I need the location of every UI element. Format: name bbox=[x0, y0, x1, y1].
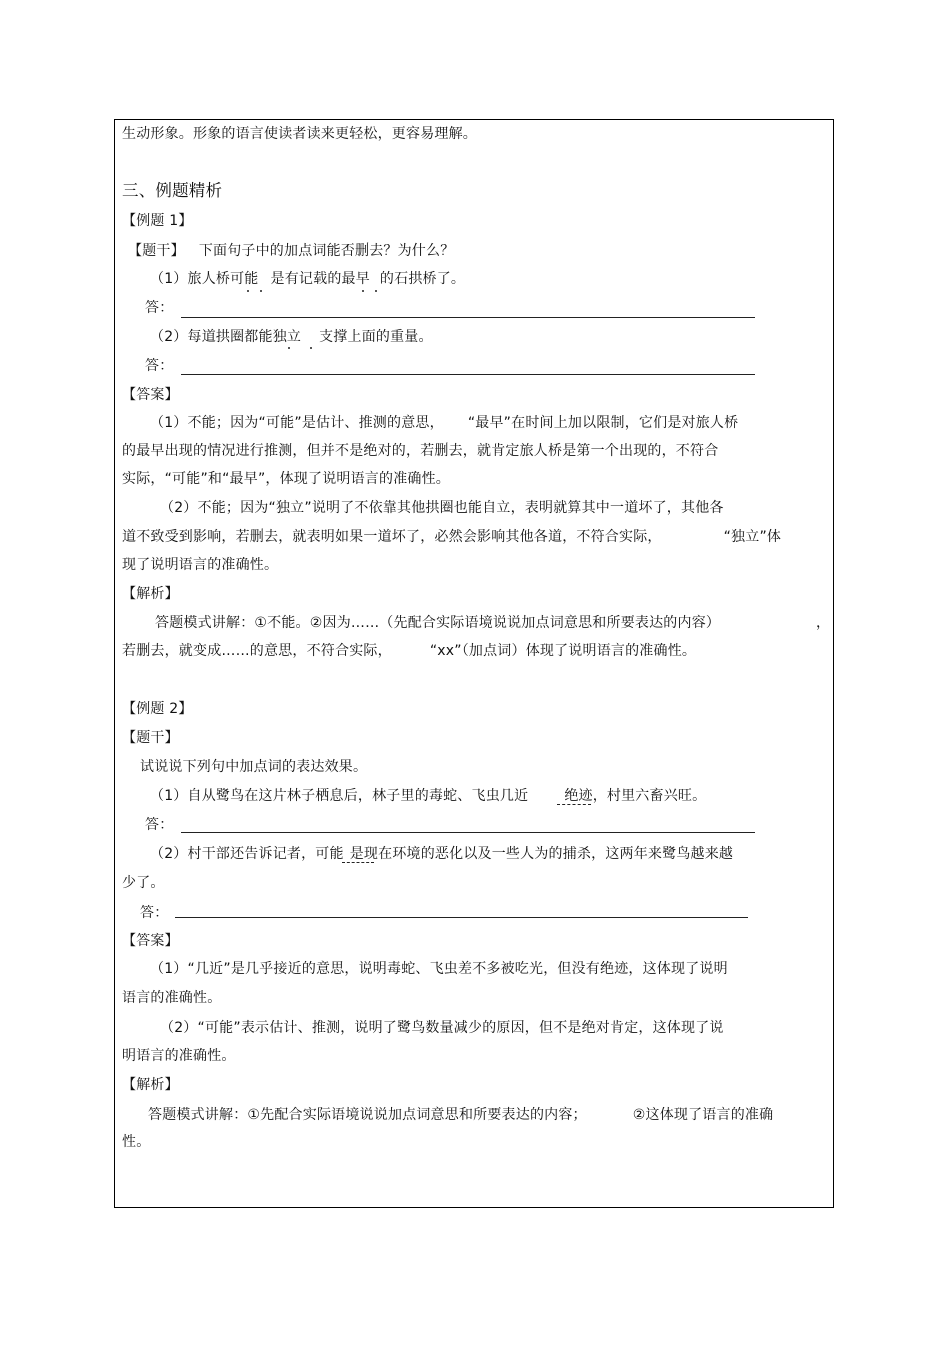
example-2-stem-text: 试说说下列句中加点词的表达效果。 bbox=[140, 759, 368, 775]
example-2-answer-1-line-2: 语言的准确性。 bbox=[122, 990, 222, 1006]
q2-part-a: （2）村干部还告诉记者，可能 bbox=[150, 846, 344, 862]
example-2-question-2-line-2: 少了。 bbox=[122, 875, 165, 891]
example-2-question-2 bbox=[150, 845, 733, 863]
example-1-analysis-label: 【解析】 bbox=[122, 586, 179, 602]
text-span: （1）不能；因为“可能”是估计、推测的意思， bbox=[150, 415, 444, 431]
example-2-analysis-line-2: 性。 bbox=[122, 1134, 151, 1150]
intro-line: 生动形象。形象的语言使读者读来更轻松，更容易理解。 bbox=[122, 126, 477, 142]
example-2-answer-2-line-1: （2）“可能”表示估计、推测，说明了鹭鸟数量减少的原因，但不是绝对肯定，这体现了说 bbox=[160, 1020, 724, 1036]
example-2-answer-2-line-2: 明语言的准确性。 bbox=[122, 1048, 236, 1064]
emphasis-dot bbox=[247, 290, 249, 292]
example-1-answer-2-line-3: 现了说明语言的准确性。 bbox=[122, 557, 279, 573]
q1-part-a: （1）自从鹭鸟在这片林子栖息后，林子里的毒蛇、飞虫几近 bbox=[150, 788, 529, 804]
emphasis-dot bbox=[375, 290, 377, 292]
example-2-label: 【例题 2】 bbox=[122, 701, 193, 717]
example-1-answer-1-line-2: 的最早出现的情况进行推测，但并不是绝对的，若删去，就肯定旅人桥是第一个出现的，不符合 bbox=[122, 443, 719, 459]
stem-label: 【题干】 bbox=[128, 243, 185, 259]
example-1-label: 【例题 1】 bbox=[122, 213, 193, 229]
text-span: “独立”体 bbox=[723, 529, 782, 545]
text-span: 若删去，就变成……的意思，不符合实际， bbox=[122, 643, 392, 659]
answer-line-1[interactable] bbox=[181, 317, 755, 318]
emphasis-underline bbox=[342, 862, 374, 863]
emphasis-dot bbox=[310, 347, 312, 349]
q2-part-b: 是现在环境的恶化以及一些人为的捕杀，这两年来鹭鸟越来越 bbox=[349, 846, 734, 862]
emphasis-dot bbox=[362, 290, 364, 292]
q1-part-b: 绝迹，村里六畜兴旺。 bbox=[564, 788, 707, 804]
example-1-answer-2-line-2 bbox=[122, 528, 781, 546]
answer-prompt-3: 答： bbox=[145, 817, 174, 833]
example-2-stem-label: 【题干】 bbox=[122, 730, 179, 746]
q2-part-a: （2）每道拱圈都能独立 bbox=[150, 329, 302, 345]
answer-line-4[interactable] bbox=[175, 917, 748, 918]
emphasis-dot bbox=[288, 347, 290, 349]
stem-text: 下面句子中的加点词能否删去？为什么？ bbox=[198, 243, 455, 259]
example-1-analysis-line-2 bbox=[122, 642, 696, 660]
example-2-analysis-line-1 bbox=[148, 1106, 773, 1124]
text-span: 道不致受到影响，若删去，就表明如果一道坏了，必然会影响其他各道，不符合实际， bbox=[122, 529, 662, 545]
example-1-analysis-line-1: 答题模式讲解：①不能。②因为……（先配合实际语境说说加点词意思和所要表达的内容） bbox=[155, 615, 721, 631]
q1-part-a: （1）旅人桥可能 bbox=[150, 271, 259, 287]
example-2-question-1 bbox=[150, 787, 706, 805]
answer-prompt-1: 答： bbox=[145, 300, 174, 316]
answer-prompt-4: 答： bbox=[140, 905, 169, 921]
example-2-answer-1-line-1: （1）“几近”是几乎接近的意思，说明毒蛇、飞虫差不多被吃光，但没有绝迹，这体现了说明 bbox=[150, 961, 728, 977]
example-1-stem bbox=[128, 242, 454, 260]
q2-part-b: 支撑上面的重量。 bbox=[319, 329, 433, 345]
text-span: “xx”（加点词）体现了说明语言的准确性。 bbox=[429, 643, 697, 659]
text-span: 答题模式讲解：①先配合实际语境说说加点词意思和所要表达的内容； bbox=[148, 1107, 587, 1123]
example-2-answer-label: 【答案】 bbox=[122, 933, 179, 949]
section-title: 三、例题精析 bbox=[122, 181, 223, 200]
example-1-question-2 bbox=[150, 328, 433, 346]
example-1-question-1 bbox=[150, 270, 465, 288]
text-span: ②这体现了语言的准确 bbox=[632, 1107, 774, 1123]
q1-part-c: 的石拱桥了。 bbox=[379, 271, 466, 287]
answer-prompt-2: 答： bbox=[145, 358, 174, 374]
answer-line-2[interactable] bbox=[181, 374, 755, 375]
q1-part-b: 是有记载的最早 bbox=[270, 271, 370, 287]
example-1-analysis-comma: ， bbox=[816, 615, 831, 631]
answer-line-3[interactable] bbox=[181, 832, 755, 833]
example-2-analysis-label: 【解析】 bbox=[122, 1077, 179, 1093]
example-1-answer-2-line-1: （2）不能；因为“独立”说明了不依靠其他拱圈也能自立，表明就算其中一道坏了，其他各 bbox=[160, 500, 724, 516]
text-span: “最早”在时间上加以限制，它们是对旅人桥 bbox=[467, 415, 739, 431]
example-1-answer-label: 【答案】 bbox=[122, 387, 179, 403]
emphasis-underline bbox=[557, 804, 591, 805]
emphasis-dot bbox=[260, 290, 262, 292]
example-1-answer-1-line-3: 实际，“可能”和“最早”，体现了说明语言的准确性。 bbox=[122, 471, 451, 487]
example-1-answer-1-line-1 bbox=[150, 414, 738, 432]
